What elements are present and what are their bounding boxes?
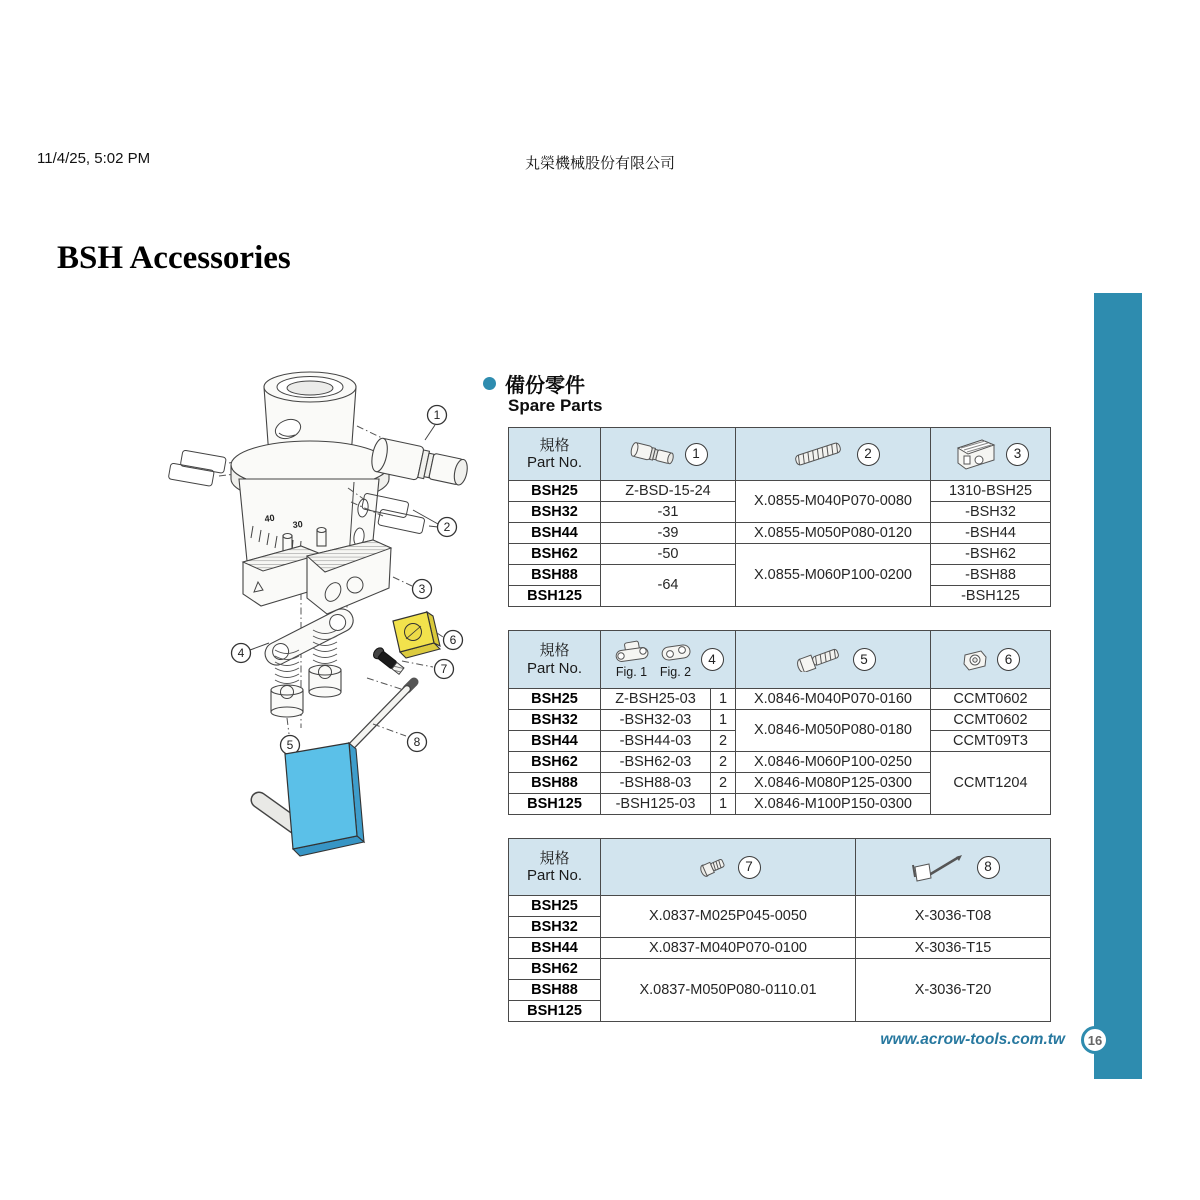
link-fig2-icon [659,640,693,664]
cap-screw-header-cell [736,631,931,689]
value-cell: X.0846-M050P080-0180 [736,710,931,752]
circled-number-3: 3 [1006,443,1029,466]
svg-text:6: 6 [449,633,457,647]
part-label-cell: BSH88 [509,980,601,1001]
part-label-cell: BSH32 [509,502,601,523]
value-cell: -31 [601,502,736,523]
part-label-cell: BSH88 [509,773,601,794]
value-cell: -BSH125 [931,586,1051,607]
table-row [509,523,1051,544]
wrench-header-cell [856,839,1051,896]
cap-screw-icon [791,648,845,672]
value-cell: CCMT0602 [931,710,1051,731]
exploded-view-diagram [55,330,485,890]
part-label-cell: BSH32 [509,917,601,938]
part-label-cell: BSH44 [509,938,601,959]
svg-text:5: 5 [286,738,294,752]
link-plate [261,605,357,669]
part-label-cell: BSH125 [509,586,601,607]
side-accent-bar [1094,293,1142,1079]
links-header-cell [601,631,736,689]
callout-4 [232,644,251,663]
circled-number-4: 4 [701,648,724,671]
value-cell: CCMT0602 [931,689,1051,710]
value-cell: CCMT1204 [931,752,1051,815]
fig2-label: Fig. 2 [659,664,692,679]
fig1-label: Fig. 1 [615,664,648,679]
value-cell: -BSH32-03 [601,710,711,731]
section-title-en: Spare Parts [508,396,603,415]
part-label-cell: BSH44 [509,731,601,752]
value-cell: X-3036-T08 [856,896,1051,938]
value-cell: -64 [601,565,736,607]
spare-parts-table-3 [508,838,1051,1022]
screw-header-cell [736,428,931,481]
part-label-cell: BSH25 [509,689,601,710]
section-heading [483,369,585,398]
value-cell: -BSH44 [931,523,1051,544]
value-cell: -BSH125-03 [601,794,711,815]
svg-text:1: 1 [433,408,441,422]
torx-screw-icon [696,855,730,879]
svg-text:8: 8 [413,735,421,749]
table-row [509,752,1051,773]
callout-1 [428,406,447,425]
slide-header-cell [931,428,1051,481]
circled-number-6: 6 [997,648,1020,671]
value-cell: X.0846-M100P150-0300 [736,794,931,815]
circled-number-2: 2 [857,443,880,466]
part-label-cell: BSH125 [509,1001,601,1022]
qty-cell: 1 [711,689,736,710]
dial-number: 40 [263,512,276,524]
part-label-cell: BSH125 [509,794,601,815]
svg-text:4: 4 [237,646,245,660]
value-cell: -BSH62-03 [601,752,711,773]
spec-header-cell: 規格 Part No. [509,428,601,481]
print-datetime: 11/4/25, 5:02 PM [37,150,151,167]
spare-parts-table-1 [508,427,1051,607]
set-screw-left [168,450,226,486]
value-cell: CCMT09T3 [931,731,1051,752]
insert-nut-icon [961,647,989,673]
part-label-cell: BSH62 [509,959,601,980]
website-link[interactable]: www.acrow-tools.com.tw [880,1031,1065,1048]
page-title: BSH Accessories [57,240,291,277]
bullet-icon [483,377,496,390]
torx-wrench-icon [907,851,969,883]
part-label-cell: BSH62 [509,752,601,773]
value-cell: -BSH32 [931,502,1051,523]
svg-text:2: 2 [443,520,451,534]
part-label-cell: BSH62 [509,544,601,565]
value-cell: -BSH88-03 [601,773,711,794]
value-cell: X.0837-M050P080-0110.01 [601,959,856,1022]
cartridge-icon [629,441,677,467]
table-row [509,689,1051,710]
circled-number-7: 7 [738,856,761,879]
svg-text:7: 7 [440,662,448,676]
table-header-row [509,428,1051,481]
spare-parts-table-2 [508,630,1051,815]
circled-number-5: 5 [853,648,876,671]
table-row [509,896,1051,917]
table-row [509,544,1051,565]
value-cell: -BSH88 [931,565,1051,586]
qty-cell: 2 [711,773,736,794]
circled-number-8: 8 [977,856,1000,879]
value-cell: X-3036-T20 [856,959,1051,1022]
insert-header-cell [931,631,1051,689]
qty-cell: 2 [711,731,736,752]
callout-8 [408,733,427,752]
section-title-zh: 備份零件 [505,375,585,397]
stud-screw-icon [787,442,849,466]
value-cell: X.0837-M040P070-0100 [601,938,856,959]
qty-cell: 1 [711,710,736,731]
value-cell: X.0846-M060P100-0250 [736,752,931,773]
table-row [509,710,1051,731]
value-cell: X.0855-M050P080-0120 [736,523,931,544]
slide-block-icon [952,436,998,472]
link-fig1-icon [613,640,651,664]
value-cell: X.0855-M060P100-0200 [736,544,931,607]
table-row [509,481,1051,502]
part-label-cell: BSH32 [509,710,601,731]
value-cell: -39 [601,523,736,544]
page-number-badge: 16 [1081,1026,1109,1054]
value-cell: 1310-BSH25 [931,481,1051,502]
circled-number-1: 1 [685,443,708,466]
spec-header-cell: 規格 Part No. [509,631,601,689]
part-label-cell: BSH88 [509,565,601,586]
qty-cell: 2 [711,752,736,773]
value-cell: X.0855-M040P070-0080 [736,481,931,523]
spec-header-cell: 規格 Part No. [509,839,601,896]
value-cell: Z-BSH25-03 [601,689,711,710]
callout-2 [438,518,457,537]
qty-cell: 1 [711,794,736,815]
part-label-cell: BSH25 [509,481,601,502]
value-cell: X.0846-M080P125-0300 [736,773,931,794]
carbide-insert [393,612,440,658]
value-cell: -BSH62 [931,544,1051,565]
table-header-row [509,631,1051,689]
small-screw-header-cell [601,839,856,896]
callout-3 [413,580,432,599]
part-label-cell: BSH44 [509,523,601,544]
dial-number: 30 [292,518,304,530]
table-row [509,938,1051,959]
value-cell: -50 [601,544,736,565]
svg-text:3: 3 [418,582,426,596]
table-row [509,959,1051,980]
company-name: 丸榮機械股份有限公司 [524,155,675,172]
value-cell: X.0846-M040P070-0160 [736,689,931,710]
callout-6 [444,631,463,650]
value-cell: X.0837-M025P045-0050 [601,896,856,938]
value-cell: -BSH44-03 [601,731,711,752]
cartridge-header-cell [601,428,736,481]
value-cell: Z-BSD-15-24 [601,481,736,502]
callout-7 [435,660,454,679]
table-header-row [509,839,1051,896]
part-label-cell: BSH25 [509,896,601,917]
value-cell: X-3036-T15 [856,938,1051,959]
